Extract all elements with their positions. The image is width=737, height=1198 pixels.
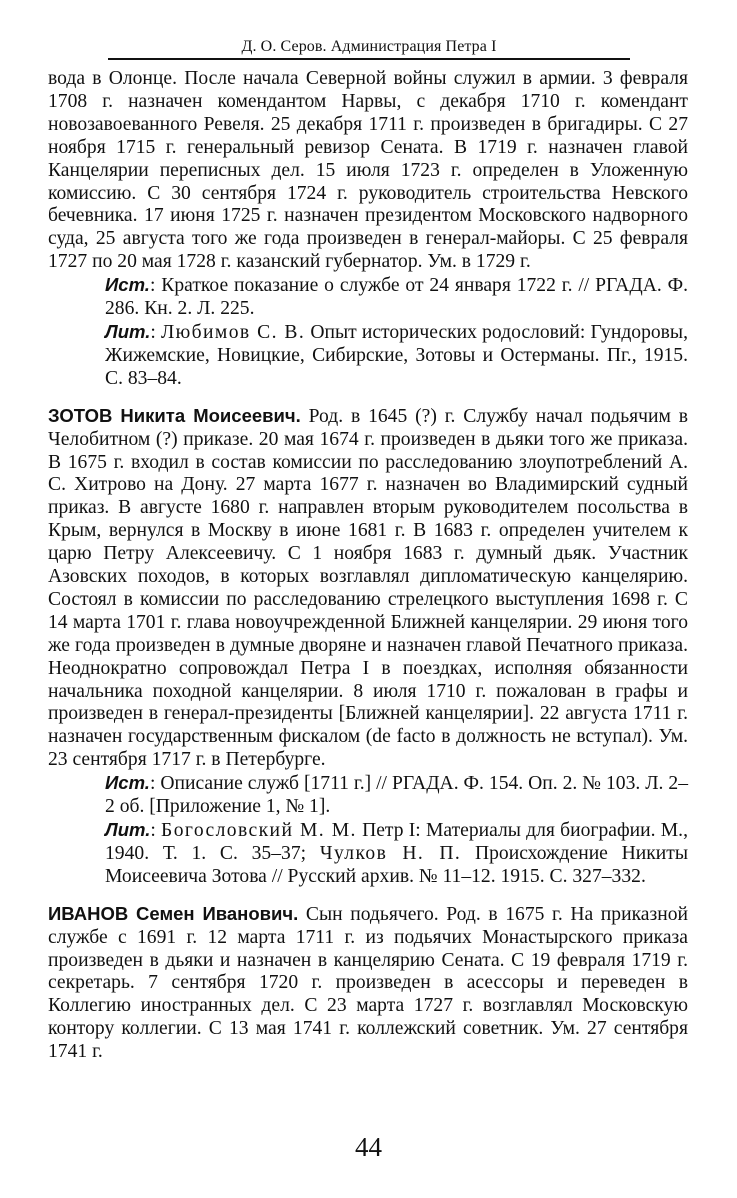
entry-ivanov: [48, 903, 688, 1064]
entry-name: ИВАНОВ Семен Иванович.: [48, 902, 299, 924]
entry-body-text: Род. в 1645 (?) г. Службу начал подьячим в Челобитном (?) приказе. 20 мая 1674 г. произведен в дьяки того же приказа. В 1675 г. входил в состав комиссии по расследованию злоупотреблений А. С. Хитрово на Дону. 27 марта 1677 г. назначен во Владимирский судный приказ. В августе 1680 г. направлен вторым руководителем посольства в Крым, вернулся в Москву в июне 1681 г. В 1683 г. определен учителем к царю Петру Алексеевичу. С 1 ноября 1683 г. думный дьяк. Участник Азовских походов, в которых возглавлял дипломатическую канцелярию. Состоял в комиссии по расследованию стрелецкого выступления 1698 г. С 14 марта 1701 г. глава новоучрежденной Ближней канцелярии. 29 июня того же года произведен в думные дворяне и назначен главой Печатного приказа. Неоднократно сопровождал Петра I в поездках, исполняя обязанности начальника походной канцелярии. 8 июля 1710 г. пожалован в графы и произведен в генерал-президенты [Ближней канцелярии]. 22 августа 1711 г. назначен государственным фискалом (de facto в должность не вступал). Ум. 23 сентября 1717 г. в Петербурге.: [48, 405, 688, 771]
entry-name: ЗОТОВ Никита Моисеевич.: [48, 404, 301, 426]
entry-zotov: [48, 405, 688, 889]
literature-line: [105, 819, 688, 889]
literature-text: Происхождение Никиты Моисеевича Зотова // Русский архив. № 11–12. 1915. С. 327–332.: [105, 842, 688, 887]
literature-label: Лит.: [105, 320, 151, 342]
entry-body: [48, 405, 688, 773]
literature-text: Опыт исторических родословий: Гундоровы, Жижемские, Новицкие, Сибирские, Зотовы и Остерманы. Пг., 1915. С. 83–84.: [105, 321, 688, 389]
running-header: Д. О. Серов. Администрация Петра I: [241, 38, 497, 55]
literature-colon: :: [150, 820, 162, 841]
sources-label: Ист.: [105, 772, 150, 794]
sources-line: [105, 772, 688, 819]
sources-label: Ист.: [105, 274, 150, 296]
literature-author: Любимов С. В.: [160, 321, 306, 343]
literature-label: Лит.: [105, 819, 151, 840]
entry-body: [48, 903, 688, 1064]
sources-line: [105, 274, 688, 321]
literature-author: Чулков Н. П.: [319, 842, 462, 864]
page-body: [48, 68, 688, 1064]
entry-body-text: вода в Олонце. После начала Северной войны служил в армии. 3 февраля 1708 г. назначен комендантом Нарвы, с декабря 1710 г. комендант новозавоеванного Ревеля. 25 декабря 1711 г. произведен в бригадиры. С 27 ноября 1715 г. генеральный ревизор Сената. В 1719 г. назначен главой Канцелярии переписных дел. 15 июля 1723 г. определен в Уложенную комиссию. С 30 сентября 1724 г. руководитель строительства Невского бечевника. 17 июня 1725 г. назначен президентом Московского надворного суда, 25 августа того же года произведен в генерал-майоры. С 25 февраля 1727 по 20 мая 1728 г. казанский губернатор. Ум. в 1729 г.: [48, 68, 688, 273]
entry-continued: [48, 68, 688, 391]
literature-line: [105, 321, 688, 391]
sources-text: : Описание служб [1711 г.] // РГАДА. Ф. 154. Оп. 2. № 103. Л. 2–2 об. [Приложение 1, № 1].: [105, 773, 688, 818]
literature-text: Петр I: Материалы для биографии. М., 1940. Т. 1. С. 35–37;: [105, 820, 688, 864]
literature-colon: :: [150, 321, 161, 343]
entry-body: [48, 68, 688, 274]
entry-body-text: Сын подьячего. Род. в 1675 г. На приказной службе с 1691 г. 12 марта 1711 г. из подьячих Монастырского приказа произведен в дьяки и назначен в канцелярию Сената. С 19 февраля 1719 г. секретарь. 7 сентября 1720 г. произведен в асессоры и переведен в Коллегию иностранных дел. С 23 марта 1727 г. возглавлял Московскую контору коллегии. С 13 мая 1741 г. коллежский советник. Ум. 27 сентября 1741 г.: [48, 903, 688, 1063]
header-rule: [108, 58, 630, 60]
literature-author: Богословский М. М.: [161, 820, 357, 841]
sources-text: : Краткое показание о службе от 24 января 1722 г. // РГАДА. Ф. 286. Кн. 2. Л. 225.: [105, 275, 688, 320]
page-number: 44: [355, 1132, 382, 1162]
